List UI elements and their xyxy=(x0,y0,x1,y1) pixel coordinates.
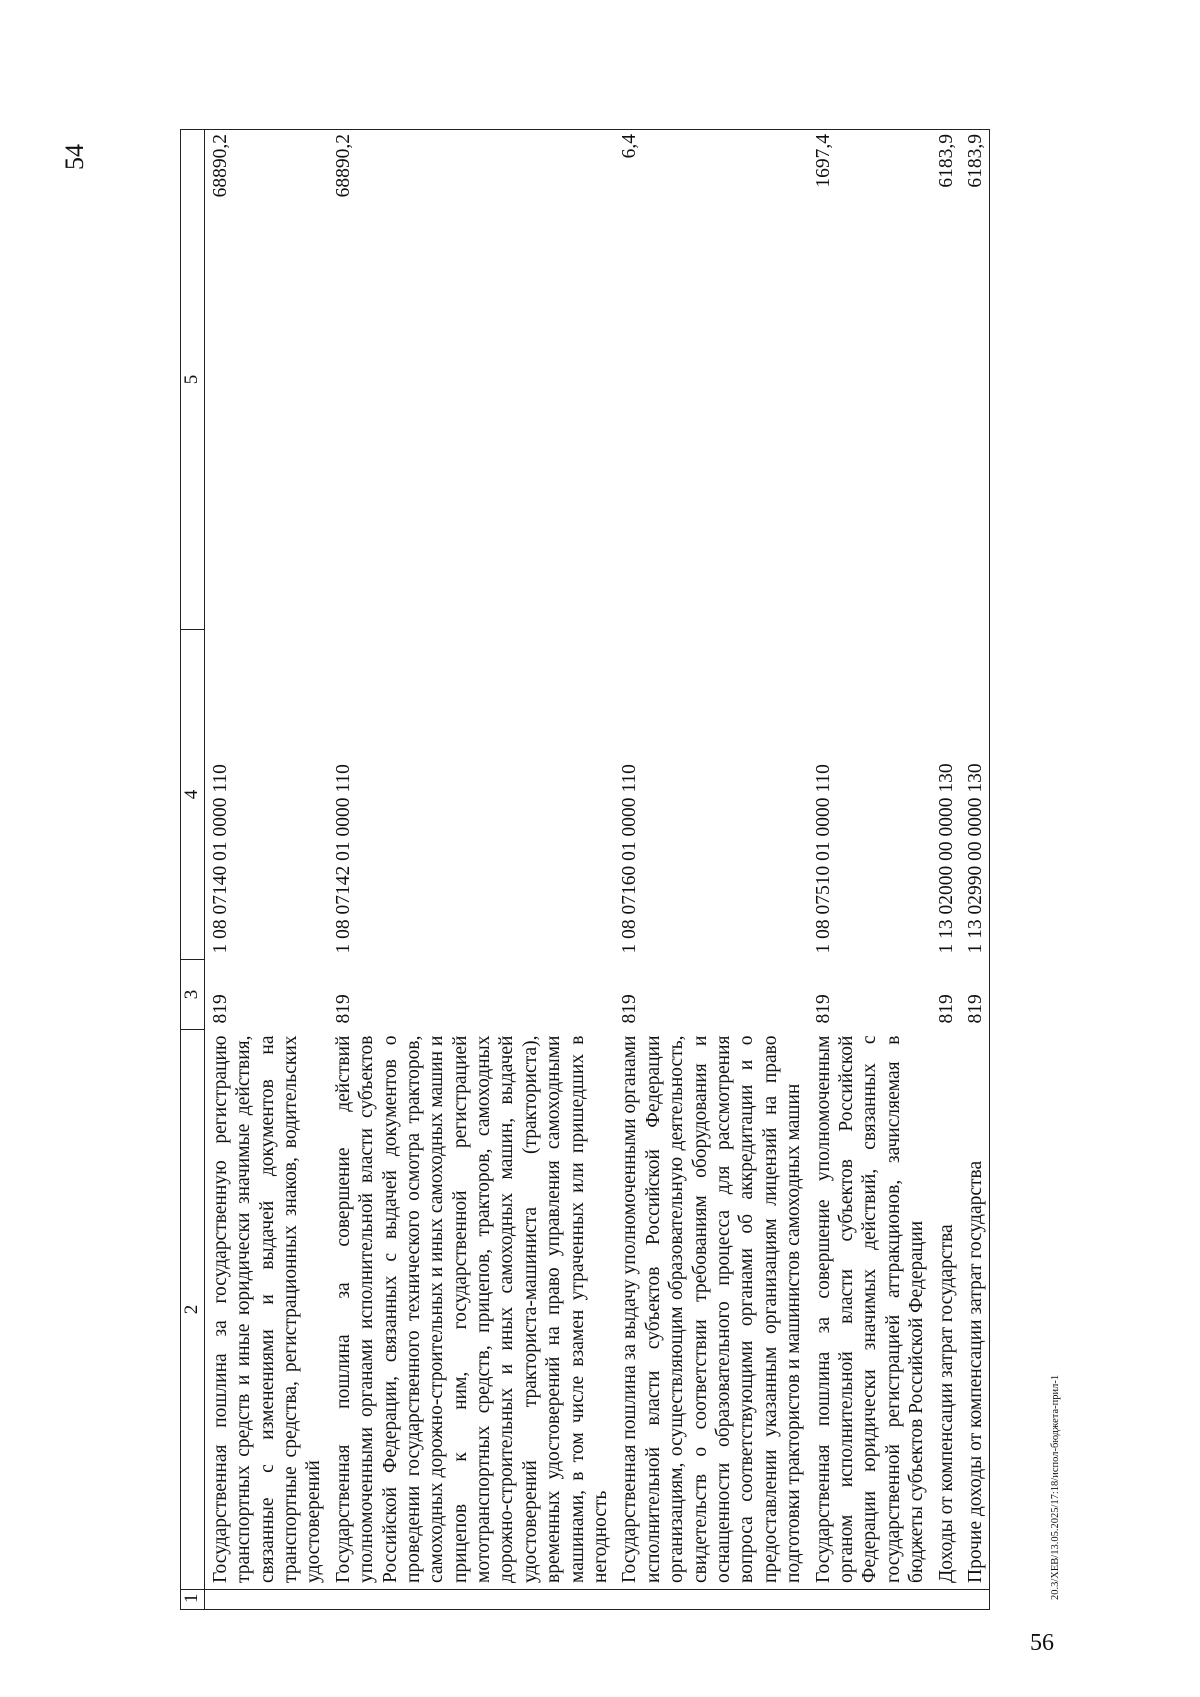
header-col-5: 5 xyxy=(181,130,205,630)
row-index-cell xyxy=(204,1590,327,1610)
admin-code: 819 xyxy=(619,994,641,1024)
budget-classification-code: 1 13 02000 00 0000 130 xyxy=(935,763,957,954)
revenue-name: Государственная пошлина за выдачу уполномоченными органами исполнительной власти субъектов Российской Федерации организациям, осуществляющим образовательную деятельность, свидетельств о соответствии требованиям оборудования и оснащенности образовательного процесса для рассмотрения вопроса соответствующими органами об аккредитации и о предоставлении указанным организациям лицензий на право подготовки трактористов и машинистов самоходных машин xyxy=(619,1035,805,1583)
admin-code: 819 xyxy=(960,960,990,1030)
table-row xyxy=(614,130,807,1610)
corner-page-number: 56 xyxy=(1030,1630,1054,1656)
amount: 68890,2 xyxy=(204,130,327,630)
row-index-cell xyxy=(960,1590,990,1610)
revenue-name: Государственная пошлина за государственную регистрацию транспортных средств и иные юридически значимые действия, связанные с изменениями и выдачей документов на транспортные средства, регистрационных знаков, водительских удостоверений xyxy=(209,1035,325,1583)
file-code-stamp xyxy=(1050,1200,1066,1600)
admin-code: 819 xyxy=(332,994,354,1024)
file-code-text: 20.3/ХЕВ/13.05.2025/17:18/испол-бюджета-прил-1 xyxy=(1050,1374,1061,1600)
revenue-name: Государственная пошлина за совершение действий уполномоченными органами исполнительной власти субъектов Российской Федерации, связанных с выдачей документов о проведении государственного технического осмотра тракторов, самоходных дорожно-строительных и иных самоходных машин и прицепов к ним, государственной регистрацией мототранспортных средств, прицепов, тракторов, самоходных дорожно-строительных и иных самоходных машин, выдачей удостоверений тракториста-машиниста (тракториста), временных удостоверений на право управления самоходными машинами, в том числе взамен утраченных или пришедших в негодность xyxy=(332,1035,612,1583)
table-row xyxy=(328,130,615,1610)
header-col-4: 4 xyxy=(181,630,205,960)
admin-code: 819 xyxy=(812,994,834,1024)
row-index-cell xyxy=(931,1590,960,1610)
revenue-name: Прочие доходы от компенсации затрат государства xyxy=(960,1030,990,1590)
rotated-page xyxy=(60,130,1180,1610)
amount: 6,4 xyxy=(614,130,807,630)
row-index-cell xyxy=(614,1590,807,1610)
budget-classification-code: 1 08 07160 01 0000 110 xyxy=(619,764,641,954)
admin-code: 819 xyxy=(935,994,957,1024)
header-col-3: 3 xyxy=(181,960,205,1030)
budget-classification-code: 1 08 07142 01 0000 110 xyxy=(332,764,354,954)
revenue-name: Государственная пошлина за совершение уполномоченным органом исполнительной власти субъектов Российской Федерации юридически значимых действий, связанных с государственной регистрацией аттракционов, зачисляемая в бюджеты субъектов Российской Федерации xyxy=(812,1035,928,1583)
header-col-2: 2 xyxy=(181,1030,205,1590)
amount: 1697,4 xyxy=(808,130,931,630)
budget-classification-code: 1 08 07140 01 0000 110 xyxy=(209,764,231,954)
amount: 6183,9 xyxy=(931,130,960,630)
budget-classification-code: 1 13 02990 00 0000 130 xyxy=(960,630,990,960)
revenue-name: Доходы от компенсации затрат государства xyxy=(935,1224,957,1583)
table-row xyxy=(204,130,327,1610)
amount: 68890,2 xyxy=(328,130,615,630)
budget-table xyxy=(180,129,990,1610)
table-row xyxy=(808,130,931,1610)
table-row xyxy=(960,130,990,1610)
table-header-row xyxy=(181,130,205,1610)
budget-classification-code: 1 08 07510 01 0000 110 xyxy=(812,764,834,954)
amount: 6183,9 xyxy=(960,130,990,630)
admin-code: 819 xyxy=(209,994,231,1024)
row-index-cell xyxy=(808,1590,931,1610)
page-number: 54 xyxy=(60,144,89,170)
table-row xyxy=(931,130,960,1610)
row-index-cell xyxy=(328,1590,615,1610)
header-col-1: 1 xyxy=(181,1590,205,1610)
